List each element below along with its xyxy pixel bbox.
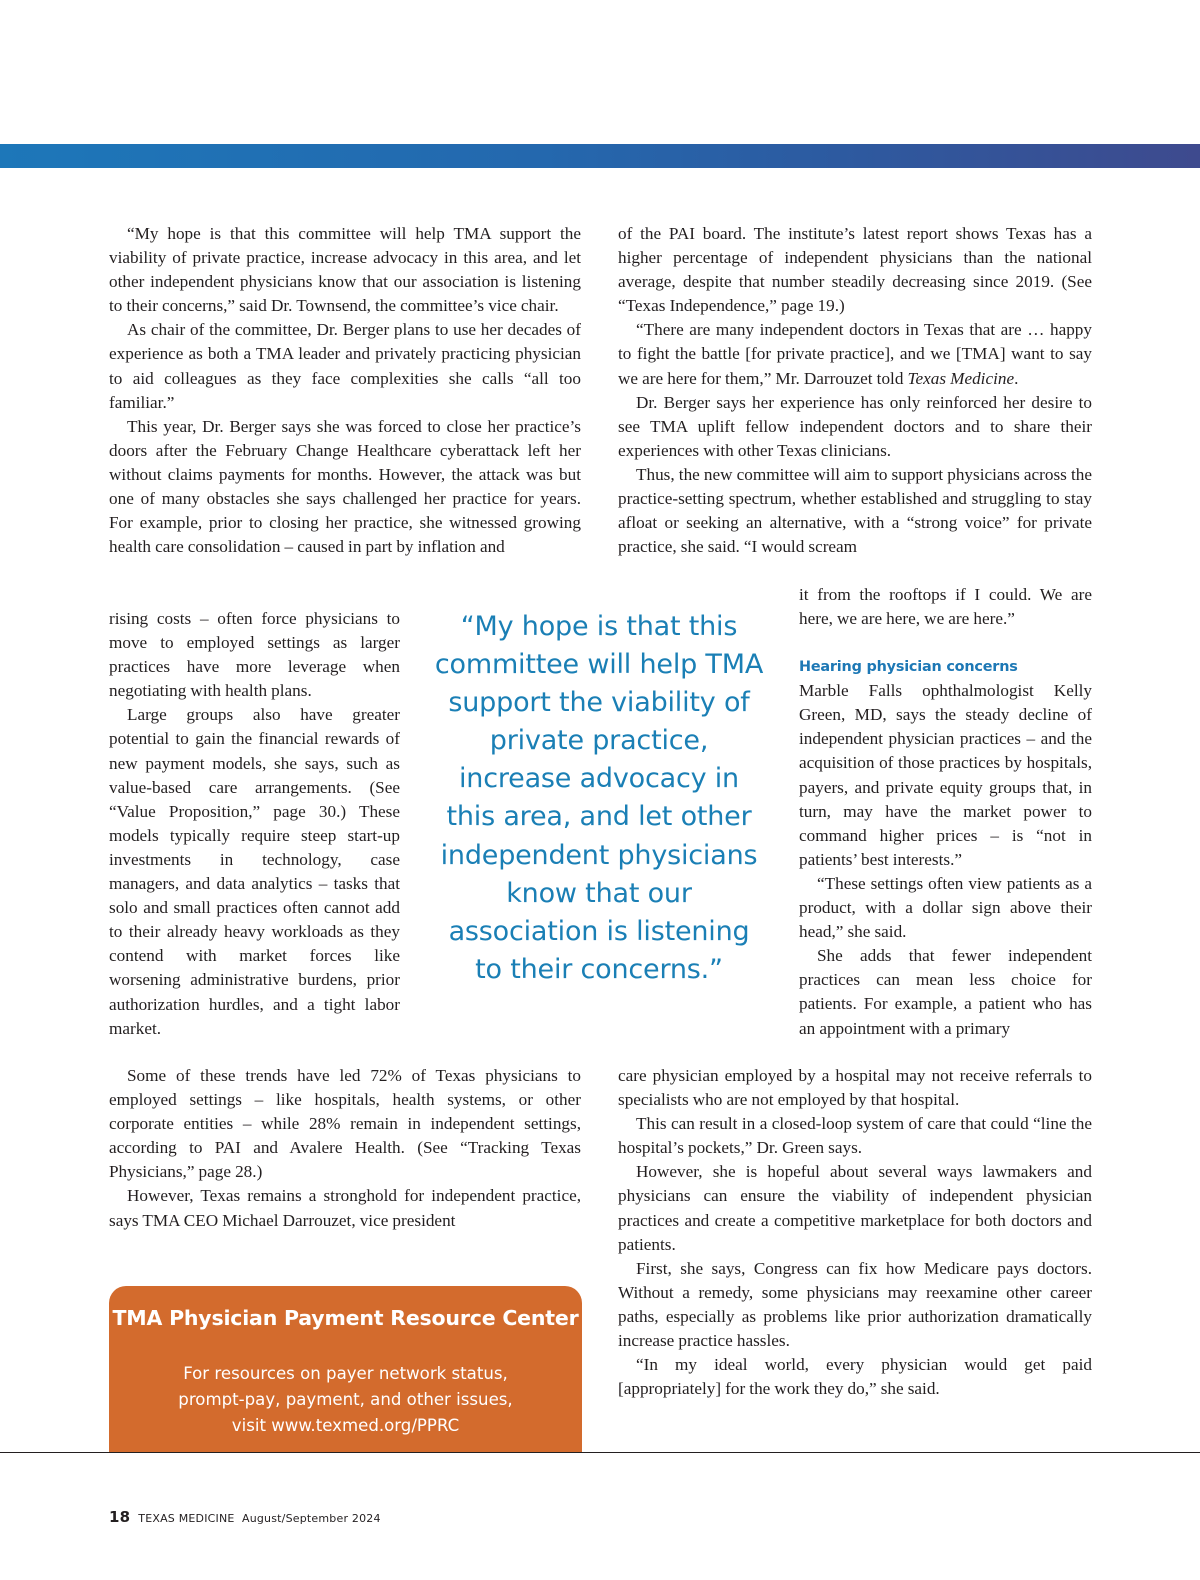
body-paragraph: of the PAI board. The institute’s latest report shows Texas has a higher percentage of independent physicians than the national average, despite that number steadily decreasing since 2019. (See “Texas Independence,” page 19.) [618,224,1092,316]
body-paragraph: rising costs – often force physicians to move to employed settings as larger practices have more leverage when negotiating with health plans. [109,609,400,701]
page-number: 18 [109,1508,131,1526]
body-paragraph: “These settings often view patients as a product, with a dollar sign above their head,” she said. [799,873,1092,942]
publication-title: TEXAS MEDICINE [138,1512,235,1525]
body-paragraph: care physician employed by a hospital may not receive referrals to specialists who are not employed by that hospital. [618,1066,1092,1110]
quote-text-end: . [1014,368,1019,388]
left-column-bottom [109,1064,581,1233]
left-column-narrow [109,607,400,1041]
body-paragraph: “My hope is that this committee will help TMA support the viability of private practice, increase advocacy in this area, and let other independent physicians know that our association is listening to their concerns,” said Dr. Townsend, the committee’s vice chair. [109,224,581,316]
pull-quote: “My hope is that this committee will help TMA support the viability of private practice, increase advocacy in this area, and let other independent physicians know that our association is listening to their concerns.” [434,611,764,985]
body-paragraph: This year, Dr. Berger says she was forced to close her practice’s doors after the February Change Healthcare cyberattack left her without claims payments for months. However, the attack was but one of many obstacles she says challenged her practice for years. For example, prior to closing her practice, she witnessed growing health care consolidation – caused in part by inflation and [109,416,581,557]
body-paragraph: However, she is hopeful about several ways lawmakers and physicians can ensure the viability of independent physician practices and create a competitive marketplace for both doctors and patients. [618,1162,1092,1254]
quote-text: “There are many independent doctors in Texas that are … happy to fight the battle [for private practice], and we [TMA] want to say we are here for them,” Mr. Darrouzet told [618,320,1092,388]
page-footer [109,1508,381,1526]
callout-body [109,1361,582,1439]
header-color-bar [0,144,1200,168]
callout-title: TMA Physician Payment Resource Center [112,1306,579,1330]
body-paragraph: Some of these trends have led 72% of Texas physicians to employed settings – like hospitals, health systems, or other corporate entities – while 28% remain in independent settings, according to PAI and Avalere Health. (See “Tracking Texas Physicians,” page 28.) [109,1066,581,1182]
callout-line: prompt-pay, payment, and other issues, [178,1390,513,1409]
body-paragraph: Thus, the new committee will aim to support physicians across the practice-setting spectrum, whether established and struggling to stay afloat or seeking an alternative, with a “strong voice” for private practice, she said. “I would scream [618,464,1092,557]
callout-line: For resources on payer network status, [183,1364,508,1383]
body-paragraph: Dr. Berger says her experience has only reinforced her desire to see TMA uplift fellow independent doctors and to share their experiences with other Texas clinicians. [618,392,1092,460]
resource-center-callout [109,1286,582,1452]
body-paragraph [618,318,1092,390]
body-paragraph: it from the rooftops if I could. We are here, we are here, we are here.” [799,585,1092,629]
body-paragraph: However, Texas remains a stronghold for independent practice, says TMA CEO Michael Darrouzet, vice president [109,1186,581,1230]
publication-name-italic: Texas Medicine [907,368,1015,388]
callout-link-line[interactable]: visit www.texmed.org/PPRC [231,1416,460,1435]
body-paragraph: As chair of the committee, Dr. Berger plans to use her decades of experience as both a TMA leader and privately practicing physician to aid colleagues as they face complexities she calls “all too familiar.” [109,320,581,412]
body-paragraph: “In my ideal world, every physician would get paid [appropriately] for the work they do,” she said. [618,1355,1092,1399]
section-subhead: Hearing physician concerns [799,659,1018,676]
body-paragraph: First, she says, Congress can fix how Medicare pays doctors. Without a remedy, some physicians may reexamine other career paths, especially as problems like prior authorization dramatically increase practice hassles. [618,1258,1092,1351]
body-paragraph: Large groups also have greater potential to gain the financial rewards of new payment models, she says, such as value-based care arrangements. (See “Value Proposition,” page 30.) These models typically require steep start-up investments in technology, case managers, and data analytics – tasks that solo and small practices often cannot add to their already heavy workloads as they contend with market forces like worsening administrative burdens, prior authorization hurdles, and a tight labor market. [109,705,400,1038]
body-paragraph: Marble Falls ophthalmologist Kelly Green, MD, says the steady decline of independent physician practices – and the acquisition of those practices by hospitals, payers, and private equity groups that, in turn, may have the market power to command higher prices – is “not in patients’ best interests.” [799,681,1092,869]
issue-date: August/September 2024 [241,1512,381,1525]
footer-rule [0,1452,1200,1453]
right-column-bottom [618,1064,1092,1401]
body-paragraph: This can result in a closed-loop system of care that could “line the hospital’s pockets,” Dr. Green says. [618,1114,1092,1158]
right-column-narrow [799,583,1092,1041]
body-paragraph: She adds that fewer independent practices can mean less choice for patients. For example, a patient who has an appointment with a primary [799,946,1092,1038]
section-spacer [799,631,1092,655]
left-column-top [109,222,581,559]
right-column-top [618,222,1092,559]
